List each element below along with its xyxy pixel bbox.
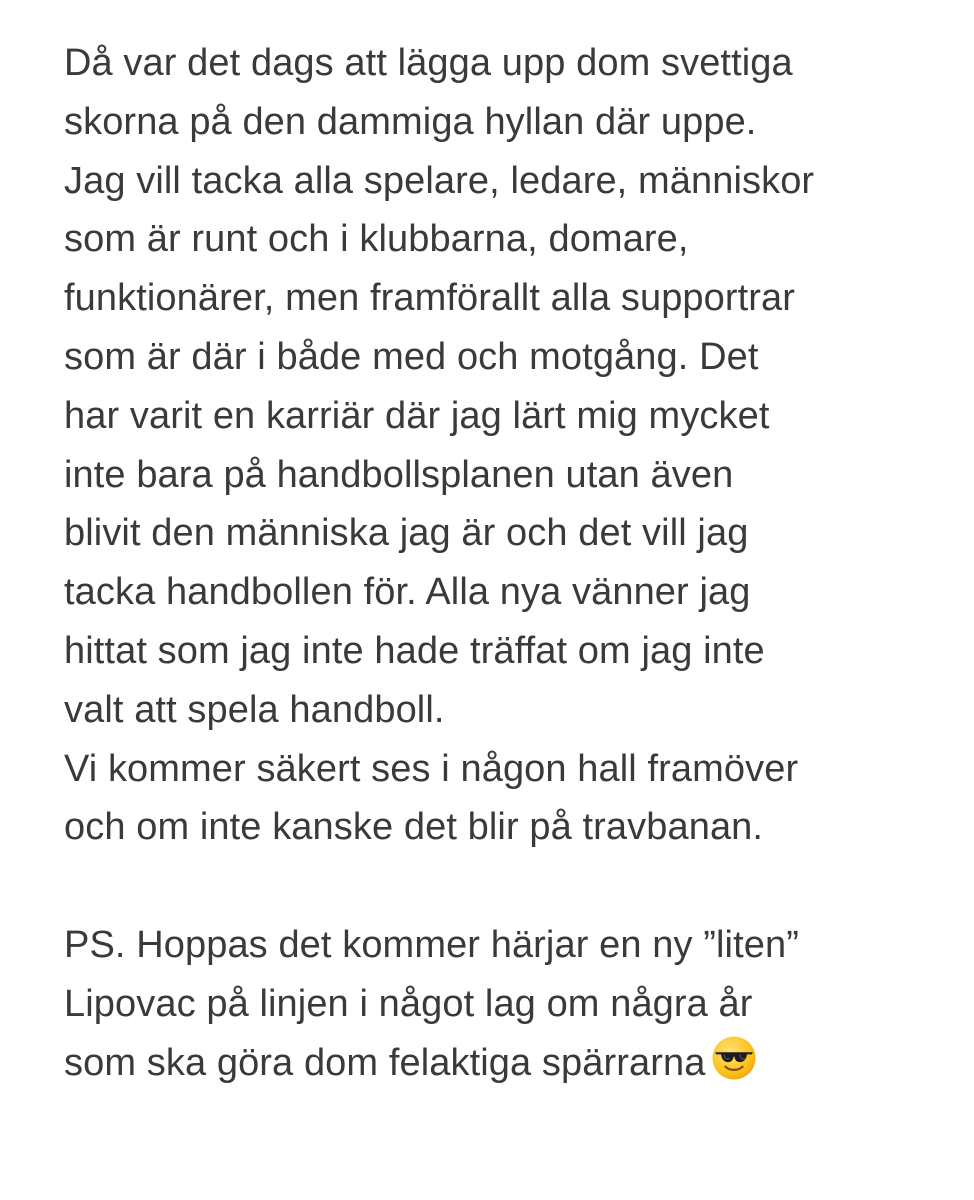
note-line: skorna på den dammiga hyllan där uppe. (64, 100, 757, 143)
note-line-text: som ska göra dom felaktiga spärrarna (64, 1041, 706, 1084)
note-line: som är där i både med och motgång. Det (64, 335, 759, 378)
note-line: blivit den människa jag är och det vill jag (64, 512, 749, 555)
note-line: Vi kommer säkert ses i någon hall framöver (64, 747, 799, 790)
note-line: PS. Hoppas det kommer härjar en ny ”liten” (64, 923, 799, 966)
note-line: valt att spela handboll. (64, 688, 445, 731)
note-line-with-emoji (64, 1034, 944, 1093)
note-line: och om inte kanske det blir på travbanan. (64, 806, 764, 849)
note-line: tacka handbollen för. Alla nya vänner jag (64, 571, 751, 614)
note-line: Då var det dags att lägga upp dom svettiga (64, 42, 793, 84)
smiling-face-with-sunglasses-icon (711, 1035, 757, 1081)
note-line: har varit en karriär där jag lärt mig mycket (64, 394, 770, 437)
note-line: Jag vill tacka alla spelare, ledare, människor (64, 159, 815, 202)
note-line: som är runt och i klubbarna, domare, (64, 218, 689, 261)
paragraph-spacer (64, 857, 944, 916)
note-line: hittat som jag inte hade träffat om jag inte (64, 629, 765, 672)
note-text-body (64, 34, 944, 1092)
note-line: inte bara på handbollsplanen utan även (64, 453, 734, 496)
note-line: funktionärer, men framförallt alla supportrar (64, 277, 796, 320)
note-line: Lipovac på linjen i något lag om några år (64, 982, 753, 1025)
